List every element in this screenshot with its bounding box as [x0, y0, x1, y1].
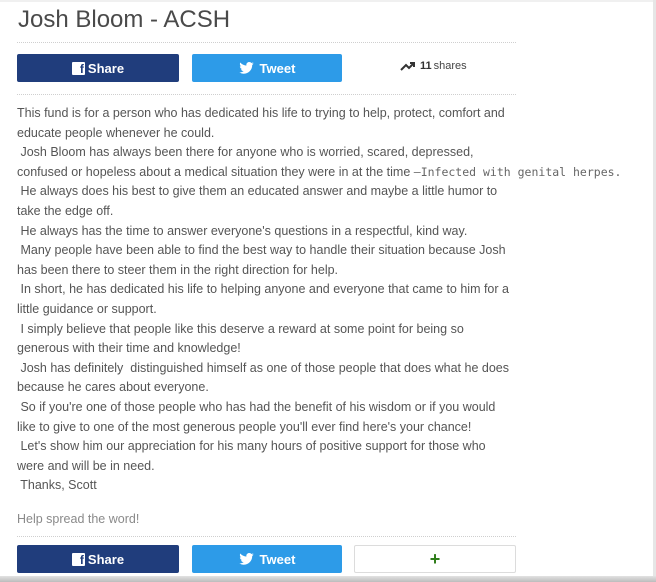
description-line: He always does his best to give them an educated answer and maybe a little humor to [17, 184, 498, 199]
facebook-icon: f [72, 62, 85, 75]
description-line: He always has the time to answer everyone's questions in a respectful, kind way. [17, 223, 468, 238]
twitter-bird-icon [239, 553, 254, 565]
tweet-button-label: Tweet [259, 60, 296, 76]
description-line: Josh has definitely distinguished himself as one of those people that does what he does [17, 360, 509, 375]
help-divider [17, 536, 516, 537]
description-line: Thanks, Scott [17, 478, 97, 493]
description-line: educate people whenever he could. [17, 125, 215, 140]
trending-up-icon [400, 61, 416, 71]
page-title: Josh Bloom - ACSH [18, 6, 231, 33]
description-line: generous with their time and knowledge! [17, 341, 241, 356]
plus-icon: + [429, 548, 441, 569]
share-count [400, 60, 467, 72]
description-line: like to give to one of the most generous people you'll ever find here's your chance! [17, 419, 472, 434]
description-line: because he cares about everyone. [17, 380, 209, 395]
share-button-label: Share [87, 551, 125, 567]
description-line: This fund is for a person who has dedicated his life to trying to help, protect, comfort and [17, 106, 505, 120]
tweet-button-bottom[interactable] [192, 545, 342, 573]
facebook-icon: f [72, 553, 85, 566]
description-line: So if you're one of those people who has had the benefit of his wisdom or if you would [17, 399, 496, 414]
more-share-button[interactable] [354, 545, 516, 573]
description-line: Many people have been able to find the best way to handle their situation because Josh [17, 243, 506, 258]
share-button-label: Share [87, 60, 125, 76]
description-line: I simply believe that people like this deserve a reward at some point for being so [17, 321, 464, 336]
description-line: take the edge off. [17, 203, 114, 218]
share-count-number: 11 [420, 60, 432, 72]
bottom-edge [0, 576, 656, 582]
top-border [0, 0, 656, 2]
description-line-text: confused or hopeless about a medical situation they were in at the time [17, 164, 414, 179]
description-line: has been there to steer them in the right direction for help. [17, 262, 339, 277]
fund-description [17, 104, 637, 496]
help-spread-text: Help spread the word! [17, 512, 140, 526]
description-line: Let's show him our appreciation for his many hours of positive support for those who [17, 439, 486, 454]
twitter-bird-icon [239, 62, 254, 74]
description-line: were and will be in need. [17, 458, 155, 473]
description-line: little guidance or support. [17, 301, 157, 316]
share-count-suffix: shares [433, 60, 467, 72]
title-divider [17, 42, 516, 43]
tweet-button-label: Tweet [259, 551, 296, 567]
share-button-bottom[interactable] [17, 545, 179, 573]
description-line: In short, he has dedicated his life to helping anyone and everyone that came to him for a [17, 282, 509, 297]
description-line [17, 163, 637, 183]
share-bar-divider [17, 94, 516, 95]
tweet-button[interactable] [192, 54, 342, 82]
description-line: Josh Bloom has always been there for anyone who is worried, scared, depressed, [17, 145, 474, 160]
share-button[interactable] [17, 54, 179, 82]
inline-annotation: —Infected with genital herpes. [413, 164, 622, 179]
